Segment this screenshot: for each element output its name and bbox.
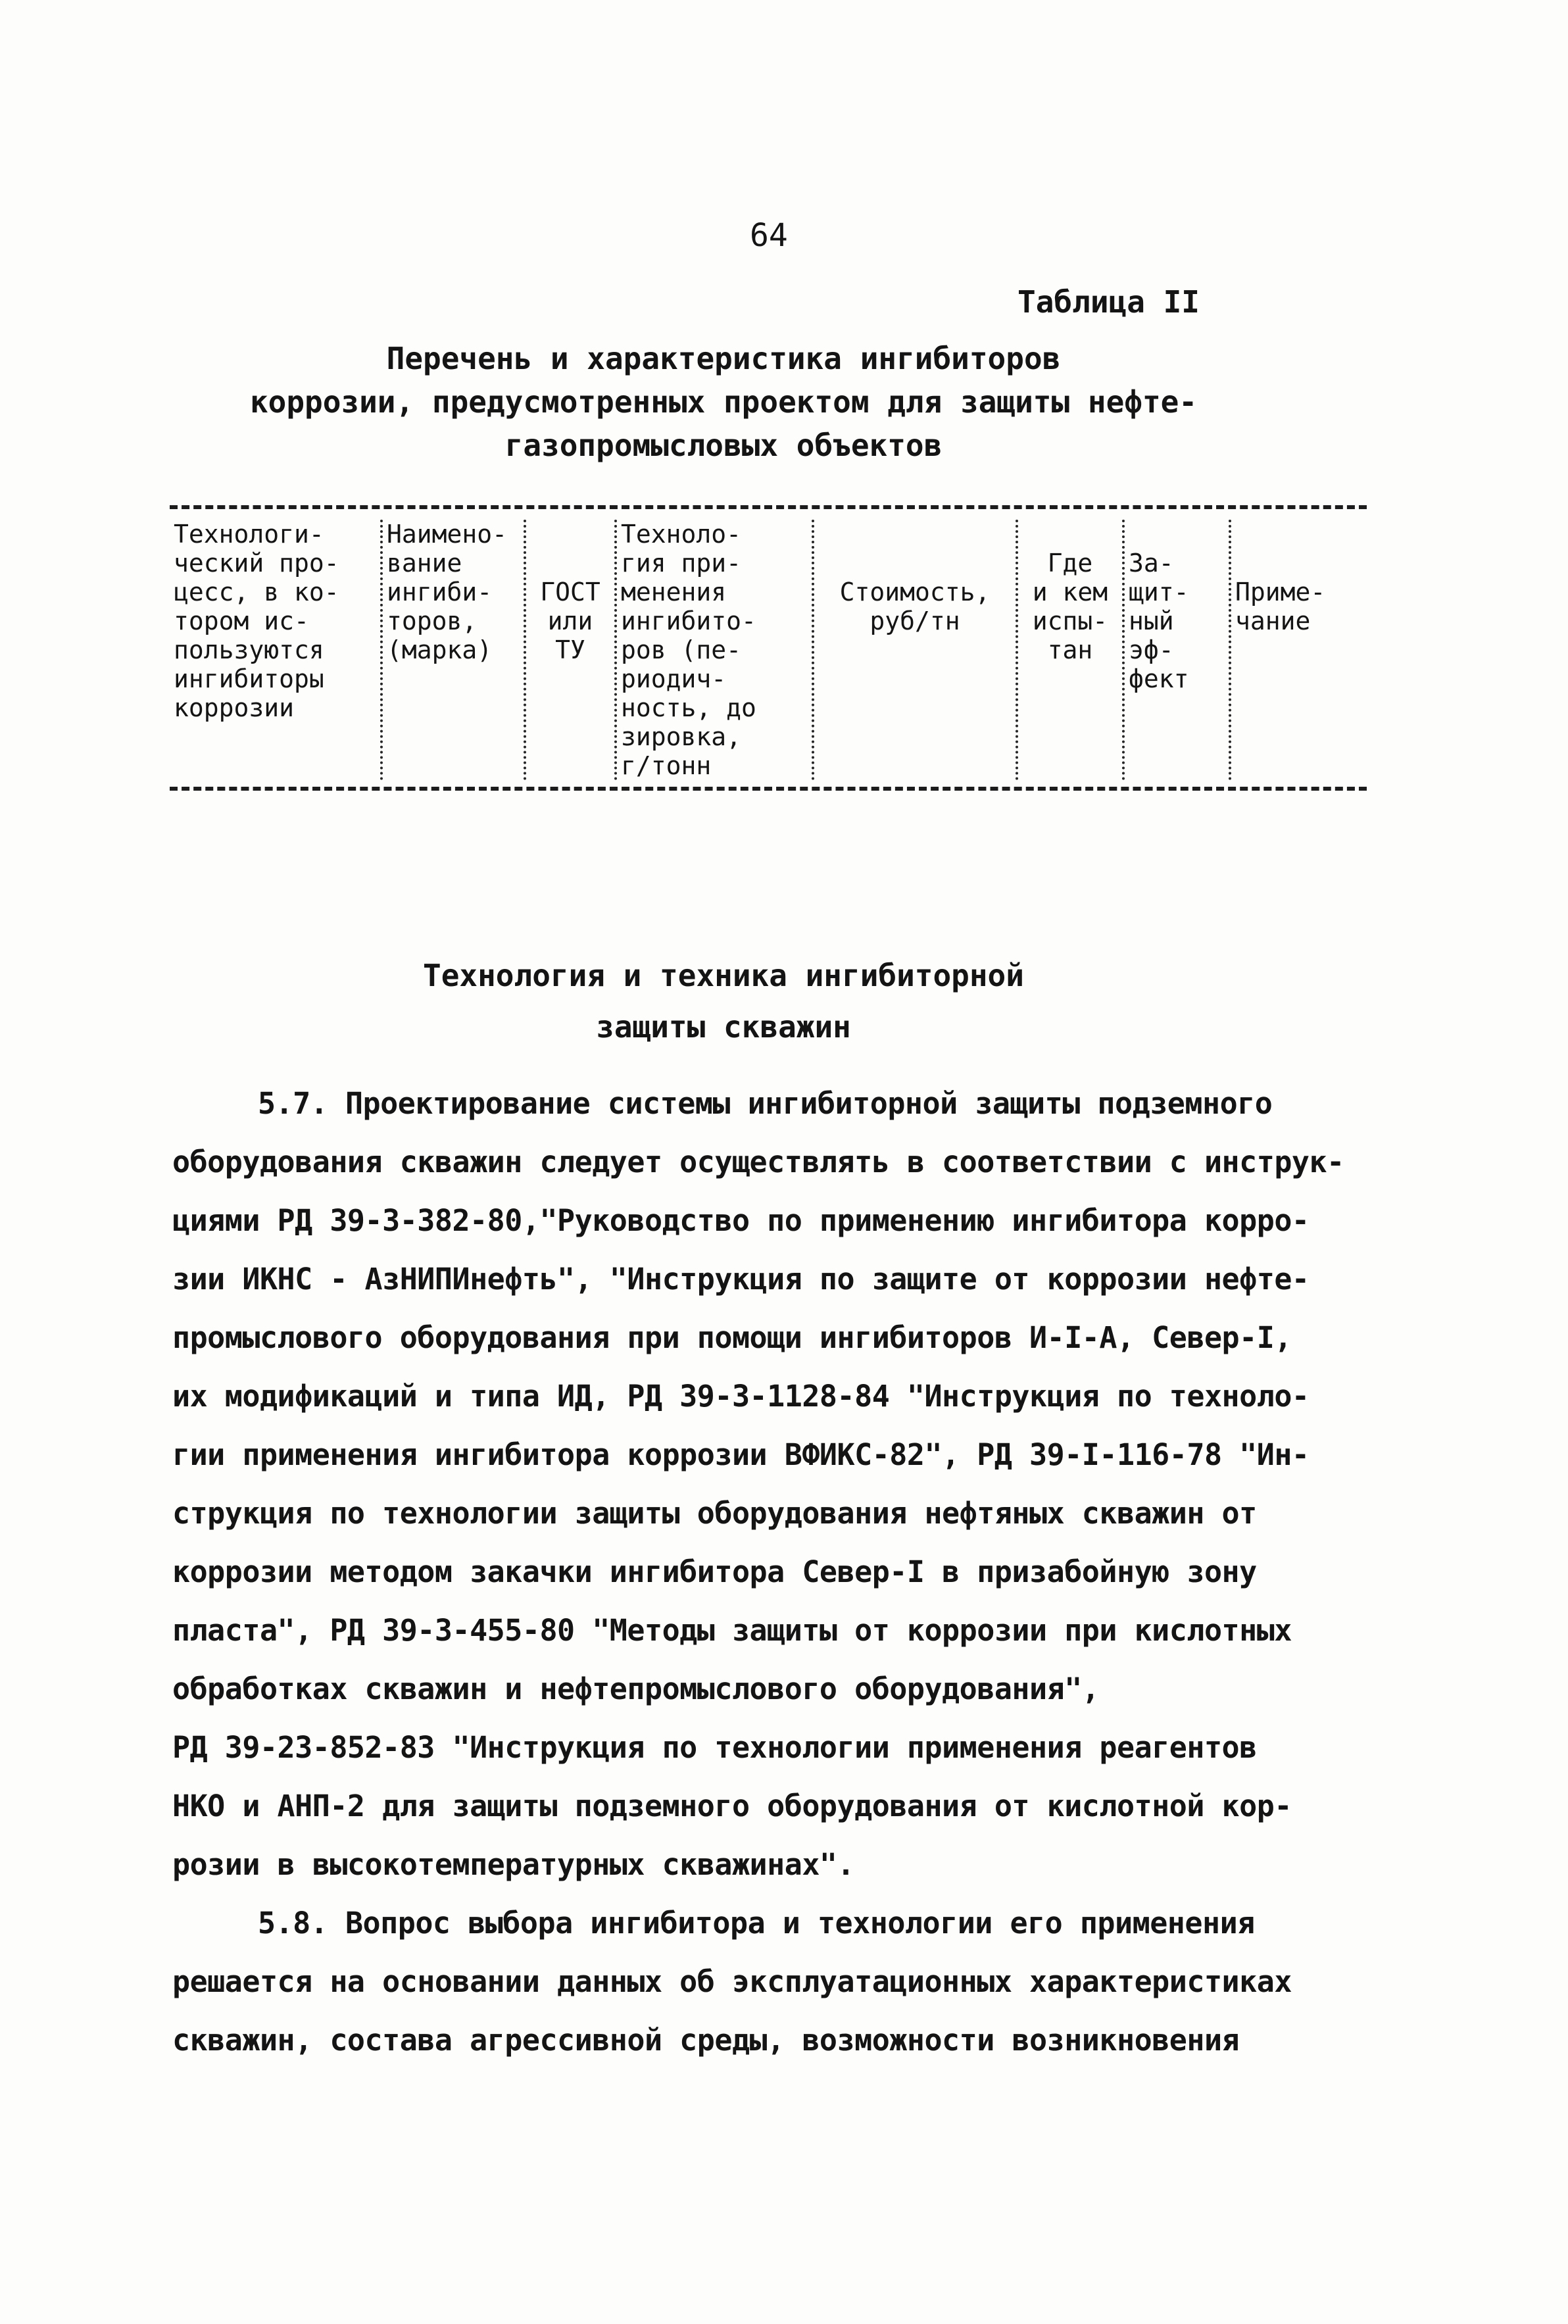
paragraph-line: НКО и АНП-2 для защиты подземного оборудования от кислотной кор- (172, 1789, 1292, 1823)
paragraph-line: коррозии методом закачки ингибитора Север-I в призабойную зону (172, 1554, 1257, 1589)
column-header-tested: Где и кем испы- тан (1017, 520, 1123, 780)
paragraph-line: решается на основании данных об эксплуатационных характеристиках (172, 1964, 1292, 1999)
section-title (171, 950, 1276, 1052)
section-title-line: защиты скважин (596, 1009, 851, 1045)
paragraph-line: пласта", РД 39-3-455-80 "Методы защиты от коррозии при кислотных (172, 1613, 1292, 1648)
table-header-row (170, 520, 1367, 780)
column-header-inhibitor-name: Наимено- вание ингиби- торов, (марка) (381, 520, 525, 780)
paragraph-line: 5.8. Вопрос выбора ингибитора и технологии его применения (258, 1906, 1255, 1941)
table-title-line: Перечень и характеристика ингибиторов (386, 341, 1061, 376)
paragraph-line: розии в высокотемпературных скважинах". (172, 1847, 855, 1882)
table-label: Таблица II (1017, 284, 1200, 320)
table-title (171, 337, 1276, 467)
paragraph-line: 5.7. Проектирование системы ингибиторной защиты подземного (258, 1086, 1273, 1121)
page-number: 64 (750, 217, 788, 254)
paragraph-line: оборудования скважин следует осуществлять в соответствии с инструк- (172, 1145, 1344, 1179)
column-header-cost: Стоимость, руб/тн (813, 520, 1017, 780)
paragraph-line: обработках скважин и нефтепромыслового оборудования", (172, 1671, 1100, 1706)
body-text (172, 1084, 1344, 2079)
table-top-rule (170, 505, 1367, 509)
paragraph-line: гии применения ингибитора коррозии ВФИКС-82", РД 39-I-116-78 "Ин- (172, 1437, 1310, 1472)
paragraph-line: струкция по технологии защиты оборудования нефтяных скважин от (172, 1496, 1257, 1531)
table-title-line: коррозии, предусмотренных проектом для защиты нефте- (249, 384, 1198, 420)
table-title-line: газопромысловых объектов (504, 428, 943, 463)
paragraph-line: промыслового оборудования при помощи ингибиторов И-I-А, Север-I, (172, 1320, 1292, 1355)
paragraph-line: РД 39-23-852-83 "Инструкция по технологии применения реагентов (172, 1730, 1257, 1765)
paragraph-line: зии ИКНС - АзНИПИнефть", "Инструкция по защите от коррозии нефте- (172, 1262, 1310, 1297)
paragraph-line: скважин, состава агрессивной среды, возможности возникновения (172, 2023, 1240, 2058)
column-header-standard: ГОСТ или ТУ (525, 520, 616, 780)
paragraph-line: их модификаций и типа ИД, РД 39-3-1128-84 "Инструкция по техноло- (172, 1379, 1310, 1414)
table-bottom-rule (170, 787, 1367, 791)
column-header-process: Технологи- ческий про- цесс, в ко- тором ис- пользуются ингибиторы коррозии (170, 520, 381, 780)
column-header-technology: Техноло- гия при- менения ингибито- ров (пе- риодич- ность, до зировка, г/тонн (616, 520, 813, 780)
column-header-effect: За- щит- ный эф- фект (1123, 520, 1230, 780)
paragraph-line: циями РД 39-3-382-80,"Руководство по применению ингибитора корро- (172, 1203, 1310, 1238)
section-title-line: Технология и техника ингибиторной (423, 958, 1024, 993)
table-column-headers (170, 520, 1367, 780)
column-header-note: Приме- чание (1235, 578, 1326, 635)
